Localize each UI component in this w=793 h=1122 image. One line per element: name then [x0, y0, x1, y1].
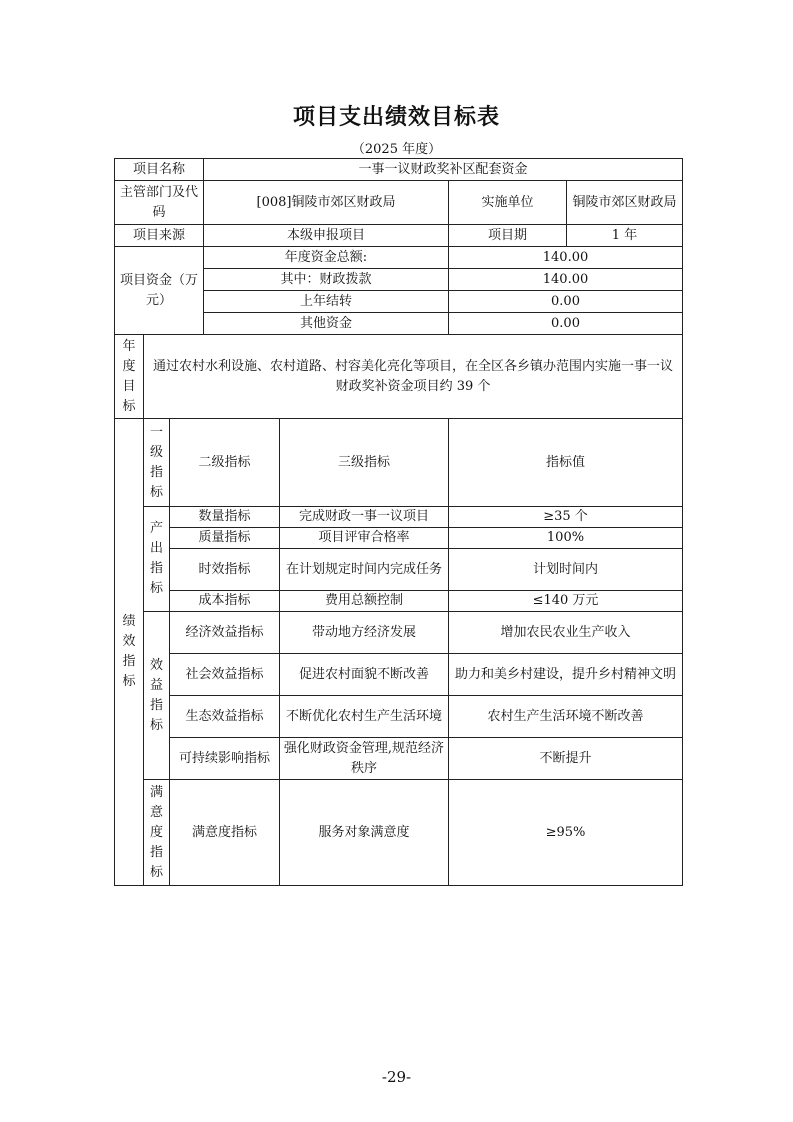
output-value: 计划时间内 [449, 549, 683, 591]
output-l3: 在计划规定时间内完成任务 [280, 549, 449, 591]
benefit-l2: 可持续影响指标 [170, 738, 280, 780]
funds-carryover-label: 上年结转 [204, 291, 449, 313]
benefit-l2: 社会效益指标 [170, 654, 280, 696]
benefit-l2: 生态效益指标 [170, 696, 280, 738]
funds-label: 项目资金（万元） [115, 247, 204, 335]
dept-value: [008]铜陵市郊区财政局 [204, 181, 449, 225]
source-value: 本级申报项目 [204, 225, 449, 247]
funds-fiscal-label: 其中：财政拨款 [204, 269, 449, 291]
output-value: ≥35 个 [449, 507, 683, 528]
output-l2: 数量指标 [170, 507, 280, 528]
output-l2: 时效指标 [170, 549, 280, 591]
benefit-l3: 带动地方经济发展 [280, 612, 449, 654]
benefit-l3: 不断优化农村生产生活环境 [280, 696, 449, 738]
output-indicator-label: 产出指标 [144, 507, 170, 612]
satisfaction-value: ≥95% [449, 780, 683, 886]
source-label: 项目来源 [115, 225, 204, 247]
page-number: -29- [381, 1068, 412, 1086]
header-level1: 一级指标 [144, 419, 170, 507]
dept-label: 主管部门及代码 [115, 181, 204, 225]
benefit-l3: 促进农村面貌不断改善 [280, 654, 449, 696]
benefit-l2: 经济效益指标 [170, 612, 280, 654]
funds-total-value: 140.00 [449, 247, 683, 269]
benefit-value: 不断提升 [449, 738, 683, 780]
year-label: （2025 年度） [351, 142, 442, 157]
funds-total-label: 年度资金总额: [204, 247, 449, 269]
satisfaction-l3: 服务对象满意度 [280, 780, 449, 886]
project-name-label: 项目名称 [115, 159, 204, 181]
output-l3: 完成财政一事一议项目 [280, 507, 449, 528]
funds-carryover-value: 0.00 [449, 291, 683, 313]
impl-unit-label: 实施单位 [449, 181, 567, 225]
benefit-indicator-label: 效益指标 [144, 612, 170, 780]
page-title: 项目支出绩效目标表 [292, 105, 500, 130]
header-value: 指标值 [449, 419, 683, 507]
satisfaction-l2: 满意度指标 [170, 780, 280, 886]
period-label: 项目期 [449, 225, 567, 247]
period-value: 1 年 [567, 225, 683, 247]
output-l2: 成本指标 [170, 591, 280, 612]
performance-label: 绩效指标 [115, 419, 144, 886]
benefit-l3: 强化财政资金管理,规范经济秩序 [280, 738, 449, 780]
funds-fiscal-value: 140.00 [449, 269, 683, 291]
output-value: ≤140 万元 [449, 591, 683, 612]
output-l3: 费用总额控制 [280, 591, 449, 612]
funds-other-label: 其他资金 [204, 313, 449, 335]
project-name-value: 一事一议财政奖补区配套资金 [204, 159, 683, 181]
funds-other-value: 0.00 [449, 313, 683, 335]
annual-goal-text: 通过农村水利设施、农村道路、村容美化亮化等项目，在全区各乡镇办范围内实施一事一议财政奖补资金项目约 39 个 [144, 335, 683, 419]
benefit-value: 助力和美乡村建设，提升乡村精神文明 [449, 654, 683, 696]
annual-goal-label: 年度目标 [115, 335, 144, 419]
header-level2: 二级指标 [170, 419, 280, 507]
performance-target-table [114, 158, 683, 886]
output-l3: 项目评审合格率 [280, 528, 449, 549]
header-level3: 三级指标 [280, 419, 449, 507]
output-value: 100% [449, 528, 683, 549]
output-l2: 质量指标 [170, 528, 280, 549]
impl-unit-value: 铜陵市郊区财政局 [567, 181, 683, 225]
satisfaction-indicator-label: 满意度指标 [144, 780, 170, 886]
benefit-value: 增加农民农业生产收入 [449, 612, 683, 654]
benefit-value: 农村生产生活环境不断改善 [449, 696, 683, 738]
